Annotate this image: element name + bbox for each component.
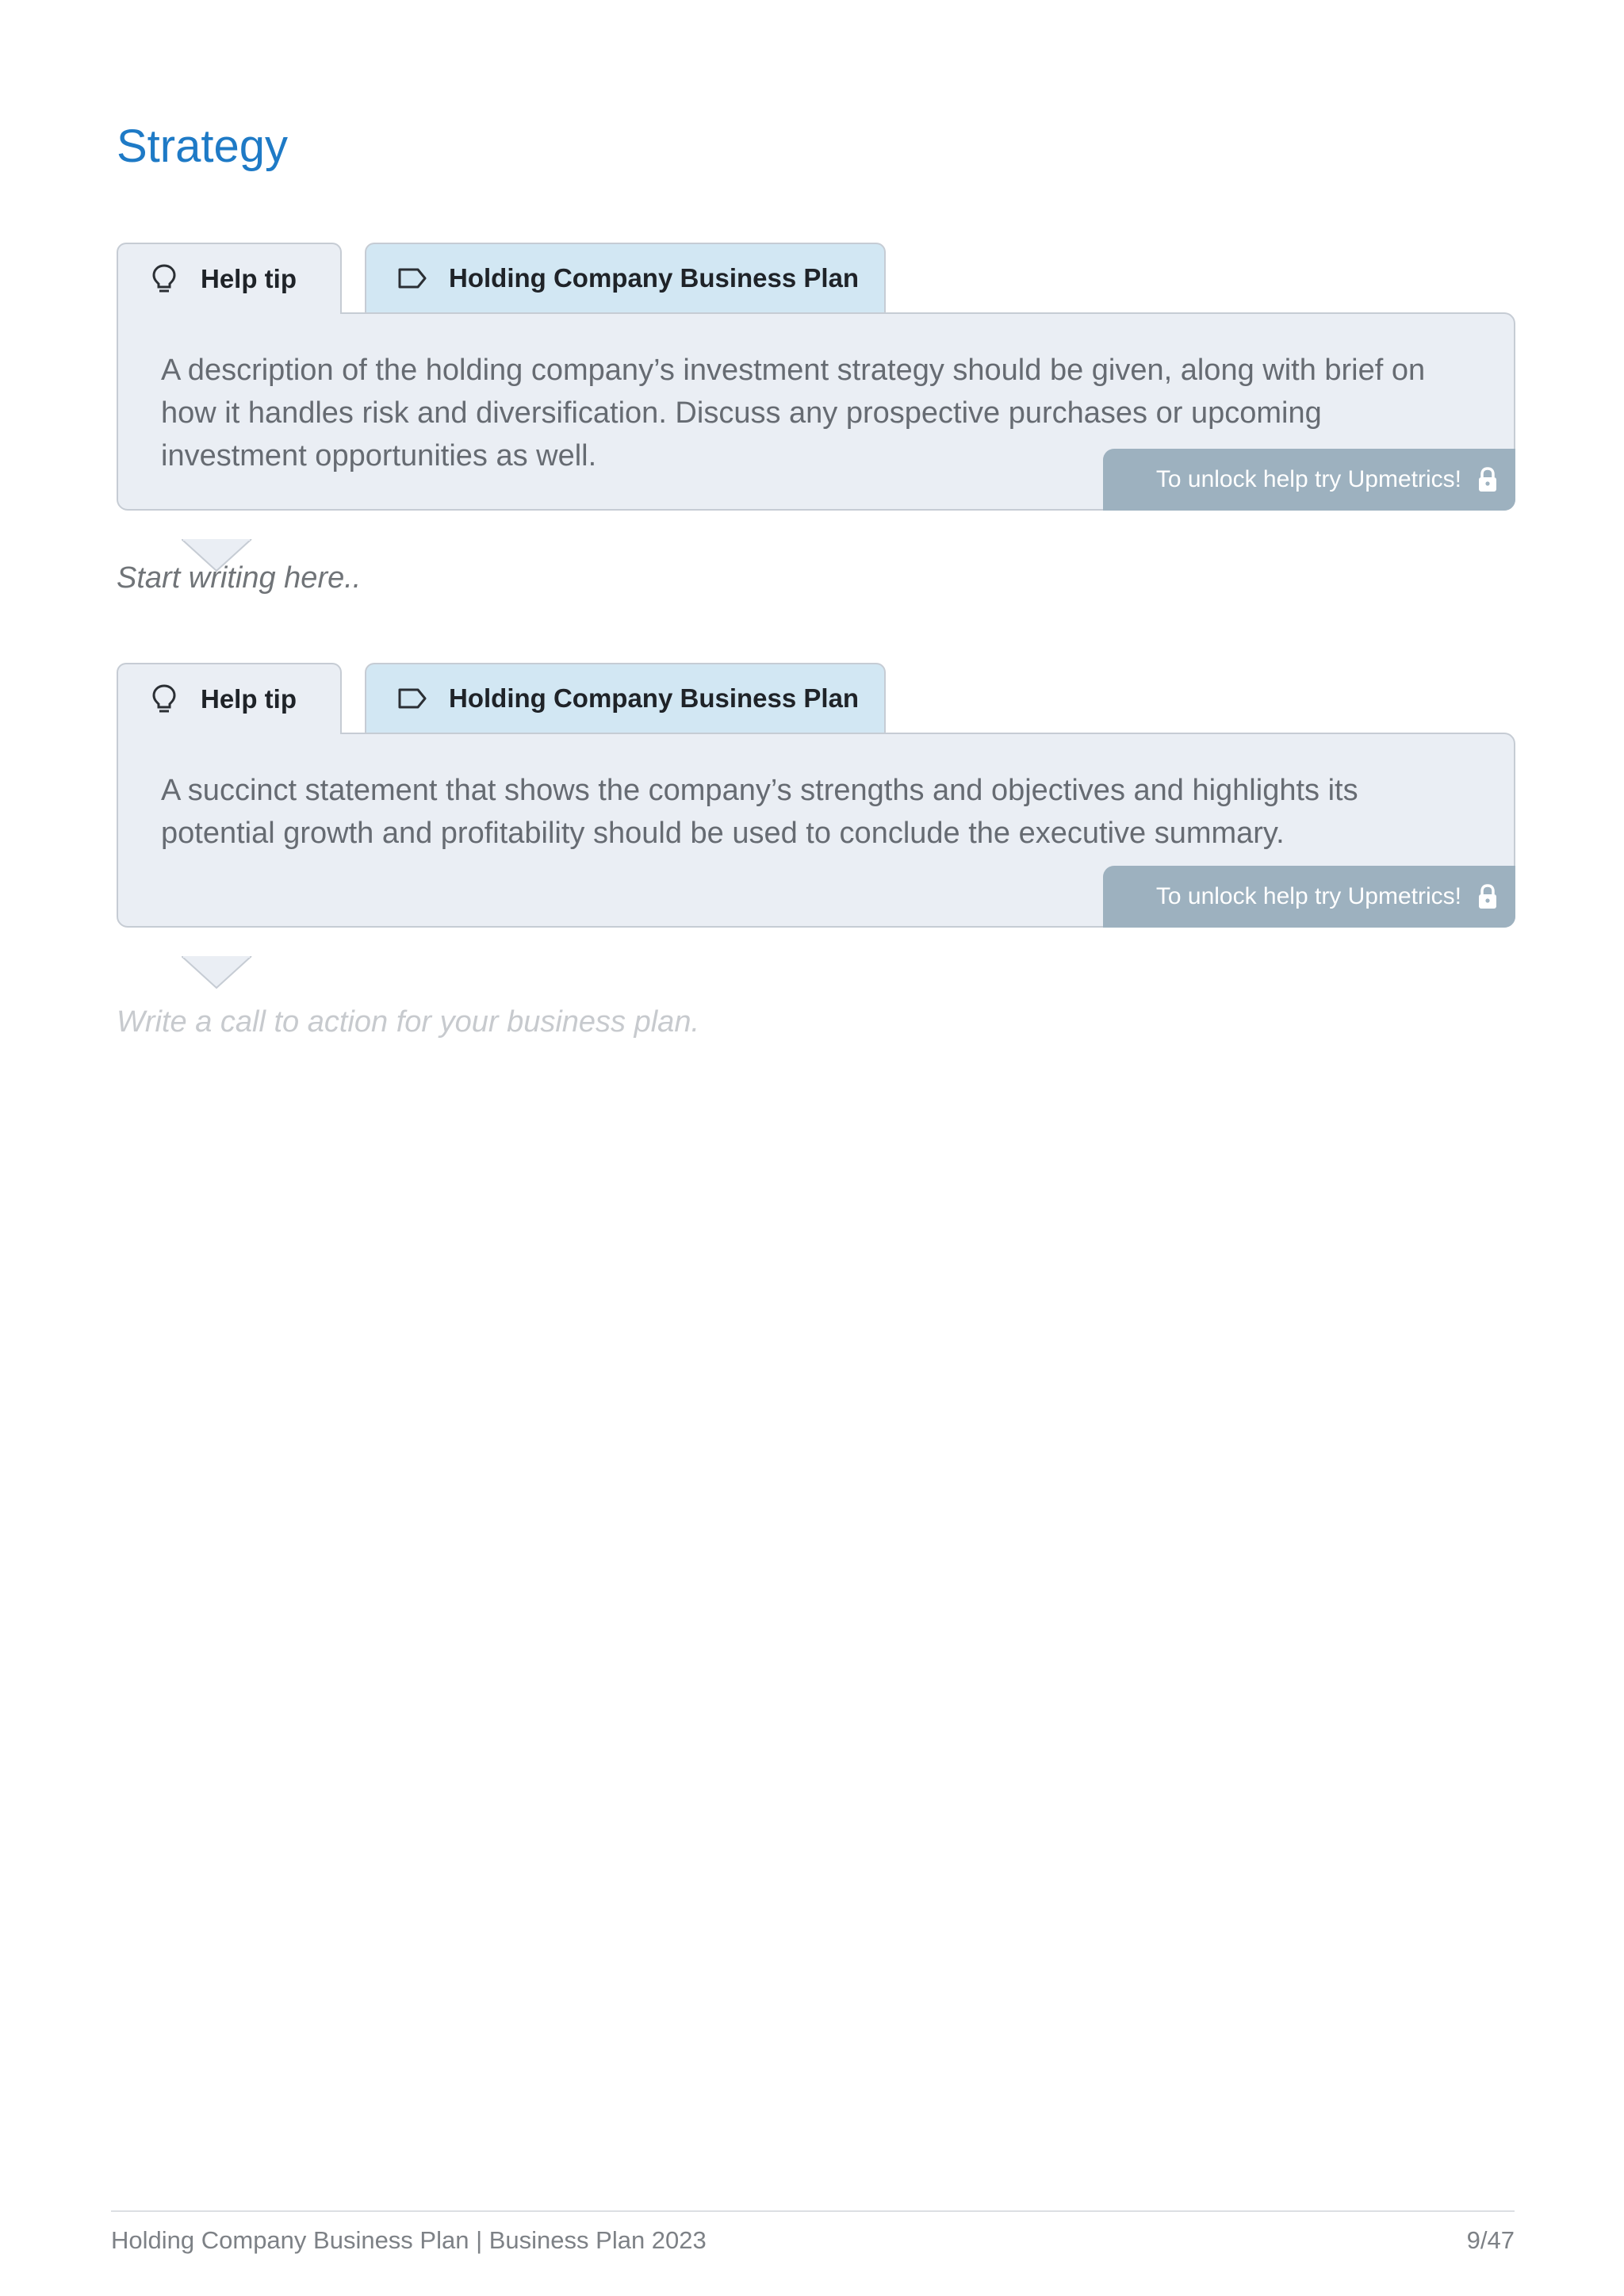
unlock-button[interactable] xyxy=(1103,866,1515,928)
tab-plan-name[interactable] xyxy=(365,243,886,312)
help-tip-card xyxy=(117,243,1515,511)
unlock-label: To unlock help try Upmetrics! xyxy=(1155,466,1461,492)
tab-help-tip[interactable] xyxy=(117,663,342,734)
lightbulb-icon xyxy=(148,683,180,715)
tag-icon xyxy=(396,683,428,714)
tab-help-tip[interactable] xyxy=(117,243,342,314)
tab-plan-label: Holding Company Business Plan xyxy=(449,263,860,293)
lock-icon xyxy=(1476,883,1500,910)
footer-page-number: 9/47 xyxy=(1466,2226,1515,2254)
tab-help-label: Help tip xyxy=(201,684,297,714)
tip-text: A succinct statement that shows the company’s strengths and objectives and highlights its potential growth and profitability should be used to conclude the executive summary. xyxy=(161,774,1358,850)
footer-divider xyxy=(111,2210,1515,2212)
unlock-button[interactable] xyxy=(1103,449,1515,511)
tab-plan-label: Holding Company Business Plan xyxy=(449,683,860,713)
tab-help-label: Help tip xyxy=(201,264,297,293)
help-tip-card xyxy=(117,663,1515,928)
page-title: Strategy xyxy=(117,121,288,172)
lightbulb-icon xyxy=(148,263,180,295)
tab-plan-name[interactable] xyxy=(365,663,886,733)
tip-tabs xyxy=(117,663,1515,733)
start-writing-prompt[interactable]: Start writing here.. xyxy=(117,561,362,595)
lock-icon xyxy=(1476,466,1500,493)
tip-text: A description of the holding company’s investment strategy should be given, along with brief on how it handles risk and diversification. Discuss any prospective purchases or upcoming investment opportunities as well. xyxy=(161,354,1426,473)
tag-icon xyxy=(396,262,428,294)
tip-content xyxy=(117,733,1515,928)
footer-document-title: Holding Company Business Plan | Business Plan 2023 xyxy=(111,2226,707,2254)
call-to-action-prompt[interactable]: Write a call to action for your business plan. xyxy=(117,1005,700,1039)
unlock-label: To unlock help try Upmetrics! xyxy=(1155,883,1461,909)
tip-tabs xyxy=(117,243,1515,312)
tip-content xyxy=(117,312,1515,511)
